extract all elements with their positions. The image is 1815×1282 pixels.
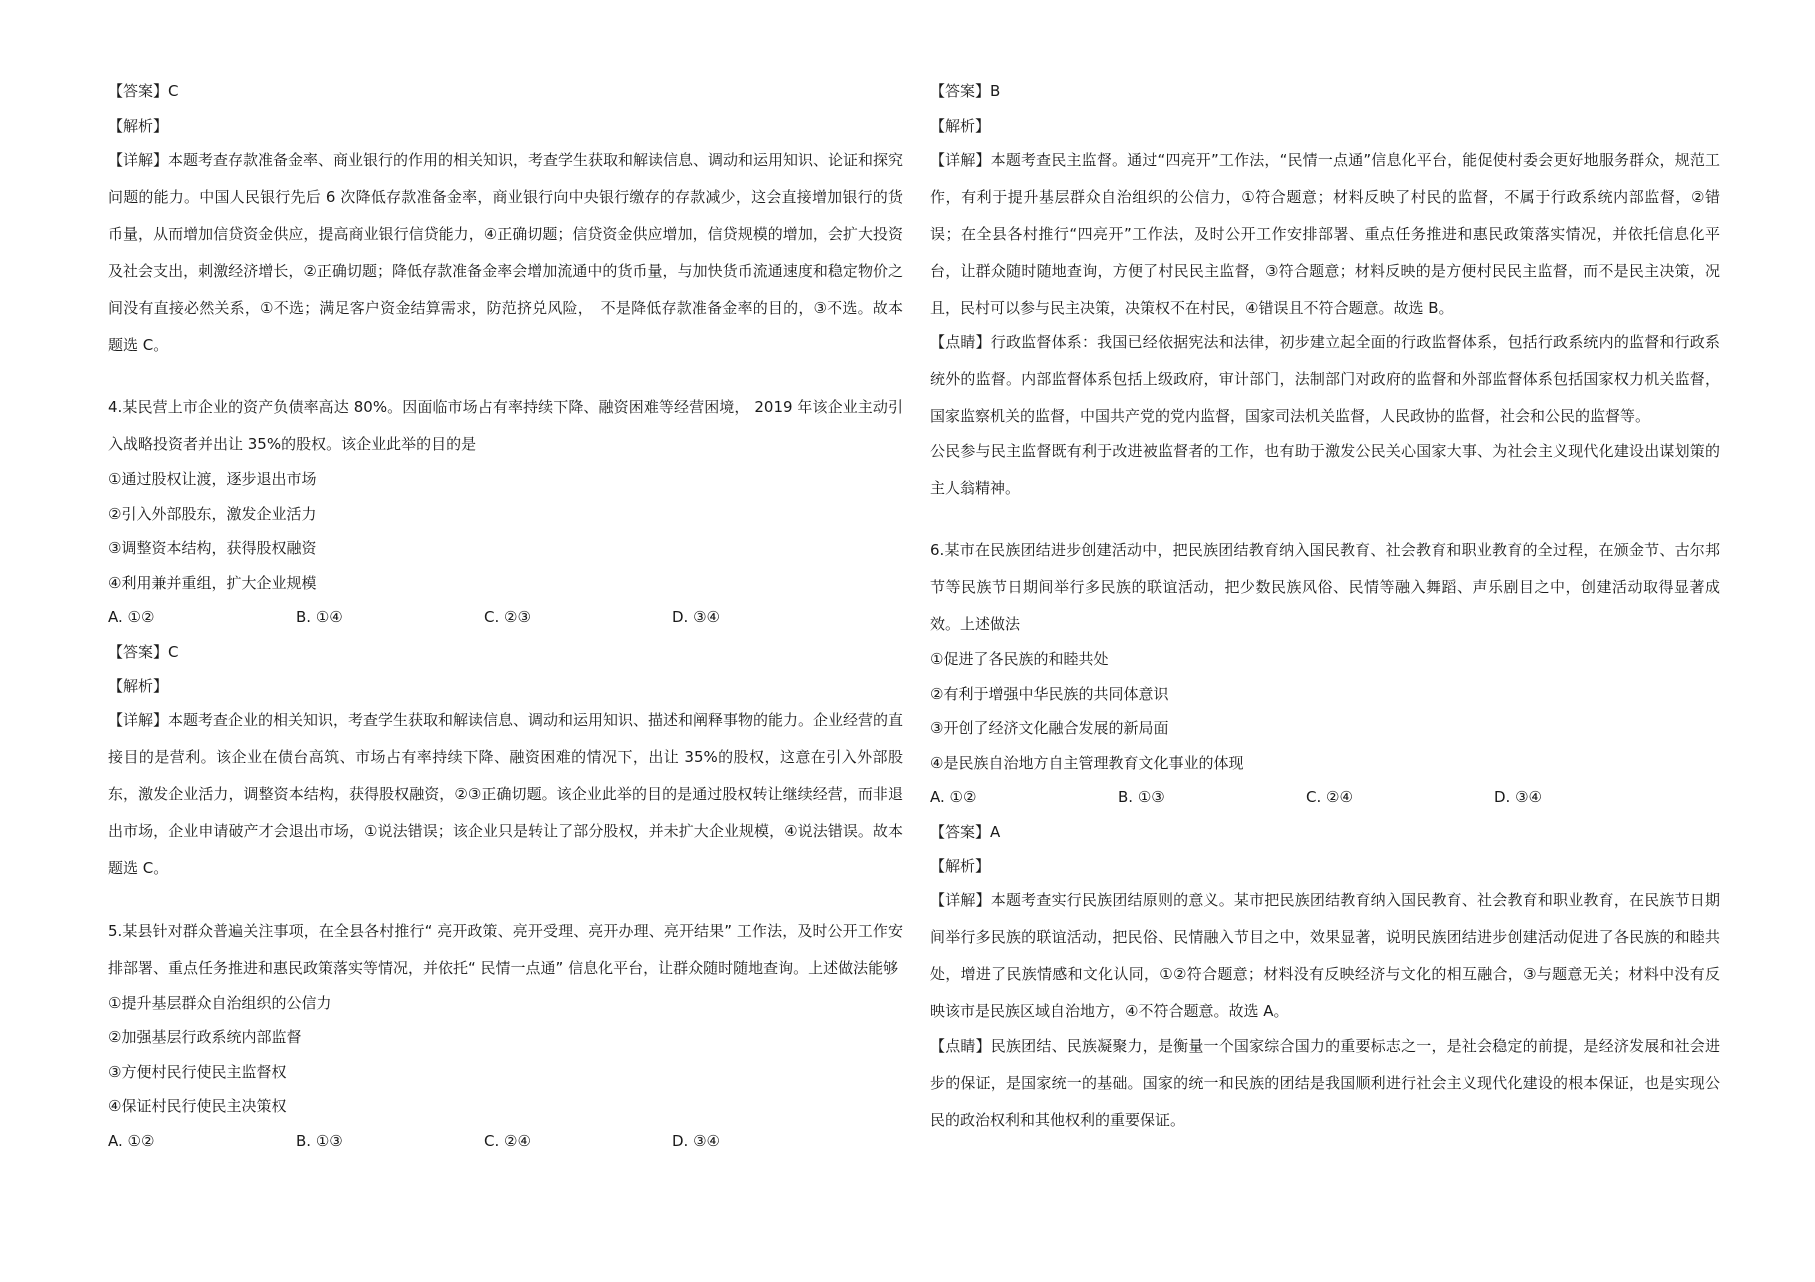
q6-detail: 【详解】本题考查实行民族团结原则的意义。某市把民族团结教育纳入国民教育、社会教育和职业教育，在民族节日期间举行多民族的联谊活动，把民俗、民情融入节目之中，效果显著，说明民族团结进步创建活动促进了各民族的和睦共处，增进了民族情感和文化认同，①②符合题意；材料没有反映经济与文化的相互融合，③与题意无关；材料中没有反映该市是民族区域自治地方，④不符合题意。故选 A。: [930, 891, 1720, 1020]
q4-option-a: A. ①②: [108, 608, 155, 626]
q4-option-d: D. ③④: [672, 608, 720, 626]
q6-item-2: ②有利于增强中华民族的共同体意识: [930, 684, 1169, 703]
q4-analysis-label: 【解析】: [108, 677, 169, 695]
q4-option-b: B. ①④: [296, 608, 343, 626]
q6-item-3: ③开创了经济文化融合发展的新局面: [930, 719, 1169, 737]
q5-option-b: B. ①③: [296, 1131, 343, 1150]
q4-item-3: ③调整资本结构，获得股权融资: [108, 539, 317, 557]
q5-option-d: D. ③④: [672, 1131, 720, 1150]
q4-detail: 【详解】本题考查企业的相关知识，考查学生获取和解读信息、调动和运用知识、描述和阐释事物的能力。企业经营的直接目的是营利。该企业在债台高筑、市场占有率持续下降、融资困难的情况下，出让 35%的股权，这意在引入外部股东，激发企业活力，调整资本结构，获得股权融资，②③正确切题。该企业此举的目的是通过股权转让继续经营，而非退出市场，企业申请破产才会退出市场，①说法错误；该企业只是转让了部分股权，并未扩大企业规模，④说法错误。故本题选 C。: [108, 711, 904, 877]
q5-item-4: ④保证村民行使民主决策权: [108, 1097, 287, 1115]
q4-item-1: ①通过股权让渡，逐步退出市场: [108, 470, 317, 488]
q6-option-d: D. ③④: [1494, 788, 1542, 806]
q5-option-c: C. ②④: [484, 1131, 531, 1150]
q5-detail: 【详解】本题考查民主监督。通过“四亮开”工作法，“民情一点通”信息化平台，能促使村委会更好地服务群众，规范工作，有利于提升基层群众自治组织的公信力，①符合题意；材料反映了村民的监督，不属于行政系统内部监督，②错误；在全县各村推行“四亮开”工作法，及时公开工作安排部署、重点任务推进和惠民政策落实情况，并依托信息化平台，让群众随时随地查询，方便了村民民主监督，③符合题意；材料反映的是方便村民民主监督，而不是民主决策，况且，民村可以参与民主决策，决策权不在村民，④错误且不符合题意。故选 B。: [930, 150, 1720, 317]
q4-item-2: ②引入外部股东，激发企业活力: [108, 504, 317, 523]
q5-option-a: A. ①②: [108, 1131, 155, 1150]
q4-option-c: C. ②③: [484, 608, 531, 626]
q4-stem: 4.某民营上市企业的资产负债率高达 80%。因面临市场占有率持续下降、融资困难等经营困境， 2019 年该企业主动引入战略投资者并出让 35%的股权。该企业此举的目的是: [108, 398, 903, 453]
q5-item-2: ②加强基层行政系统内部监督: [108, 1028, 302, 1046]
q4-answer: 【答案】C: [108, 642, 179, 661]
q6-option-c: C. ②④: [1306, 788, 1353, 806]
q5-extra: 公民参与民主监督既有利于改进被监督者的工作，也有助于激发公民关心国家大事、为社会主义现代化建设出谋划策的主人翁精神。: [930, 441, 1720, 497]
q3-answer: 【答案】C: [108, 82, 179, 100]
q6-options: [930, 786, 1720, 808]
q5-item-1: ①提升基层群众自治组织的公信力: [108, 993, 332, 1012]
q6-answer: 【答案】A: [930, 822, 1001, 841]
q6-option-b: B. ①③: [1118, 788, 1165, 806]
q5-answer: 【答案】B: [930, 82, 1001, 100]
q5-item-3: ③方便村民行使民主监督权: [108, 1062, 287, 1081]
right-column: [930, 80, 1720, 1144]
q3-analysis-label: 【解析】: [108, 116, 169, 135]
q6-item-1: ①促进了各民族的和睦共处: [930, 650, 1109, 668]
q5-point: 【点睛】行政监督体系：我国已经依据宪法和法律，初步建立起全面的行政监督体系，包括行政系统内的监督和行政系统外的监督。内部监督体系包括上级政府，审计部门，法制部门对政府的监督和外部监督体系包括国家权力机关监督，国家监察机关的监督，中国共产党的党内监督，国家司法机关监督，人民政协的监督，社会和公民的监督等。: [930, 333, 1720, 425]
left-column: [108, 80, 903, 1164]
q4-item-4: ④利用兼并重组，扩大企业规模: [108, 573, 317, 592]
q3-detail: 【详解】本题考查存款准备金率、商业银行的作用的相关知识，考查学生获取和解读信息、调动和运用知识、论证和探究问题的能力。中国人民银行先后 6 次降低存款准备金率，商业银行向中央银行缴存的存款减少，这会直接增加银行的货币量，从而增加信贷资金供应，提高商业银行信贷能力，④正确切题；信贷资金供应增加，信贷规模的增加，会扩大投资及社会支出，刺激经济增长，②正确切题；降低存款准备金率会增加流通中的货币量，与加快货币流通速度和稳定物价之间没有直接必然关系，①不选；满足客户资金结算需求，防范挤兑风险， 不是降低存款准备金率的目的，③不选。故本题选 C。: [108, 150, 904, 354]
q5-stem: 5.某县针对群众普遍关注事项，在全县各村推行“ 亮开政策、亮开受理、亮开办理、亮开结果” 工作法，及时公开工作安排部署、重点任务推进和惠民政策落实等情况，并依托“ 民情一点通” 信息化平台，让群众随时随地查询。上述做法能够: [108, 921, 903, 977]
q6-point: 【点睛】民族团结、民族凝聚力，是衡量一个国家综合国力的重要标志之一，是社会稳定的前提，是经济发展和社会进步的保证，是国家统一的基础。国家的统一和民族的团结是我国顺利进行社会主义现代化建设的根本保证，也是实现公民的政治权利和其他权利的重要保证。: [930, 1036, 1720, 1129]
q5-options: [108, 1130, 903, 1152]
q6-item-4: ④是民族自治地方自主管理教育文化事业的体现: [930, 753, 1244, 772]
q4-options: [108, 606, 903, 628]
q6-analysis-label: 【解析】: [930, 857, 991, 875]
q6-stem: 6.某市在民族团结进步创建活动中，把民族团结教育纳入国民教育、社会教育和职业教育的全过程，在颁金节、古尔邦节等民族节日期间举行多民族的联谊活动，把少数民族风俗、民情等融入舞蹈、声乐剧目之中，创建活动取得显著成效。上述做法: [930, 541, 1720, 633]
q5-analysis-label: 【解析】: [930, 116, 991, 135]
q6-option-a: A. ①②: [930, 788, 977, 806]
